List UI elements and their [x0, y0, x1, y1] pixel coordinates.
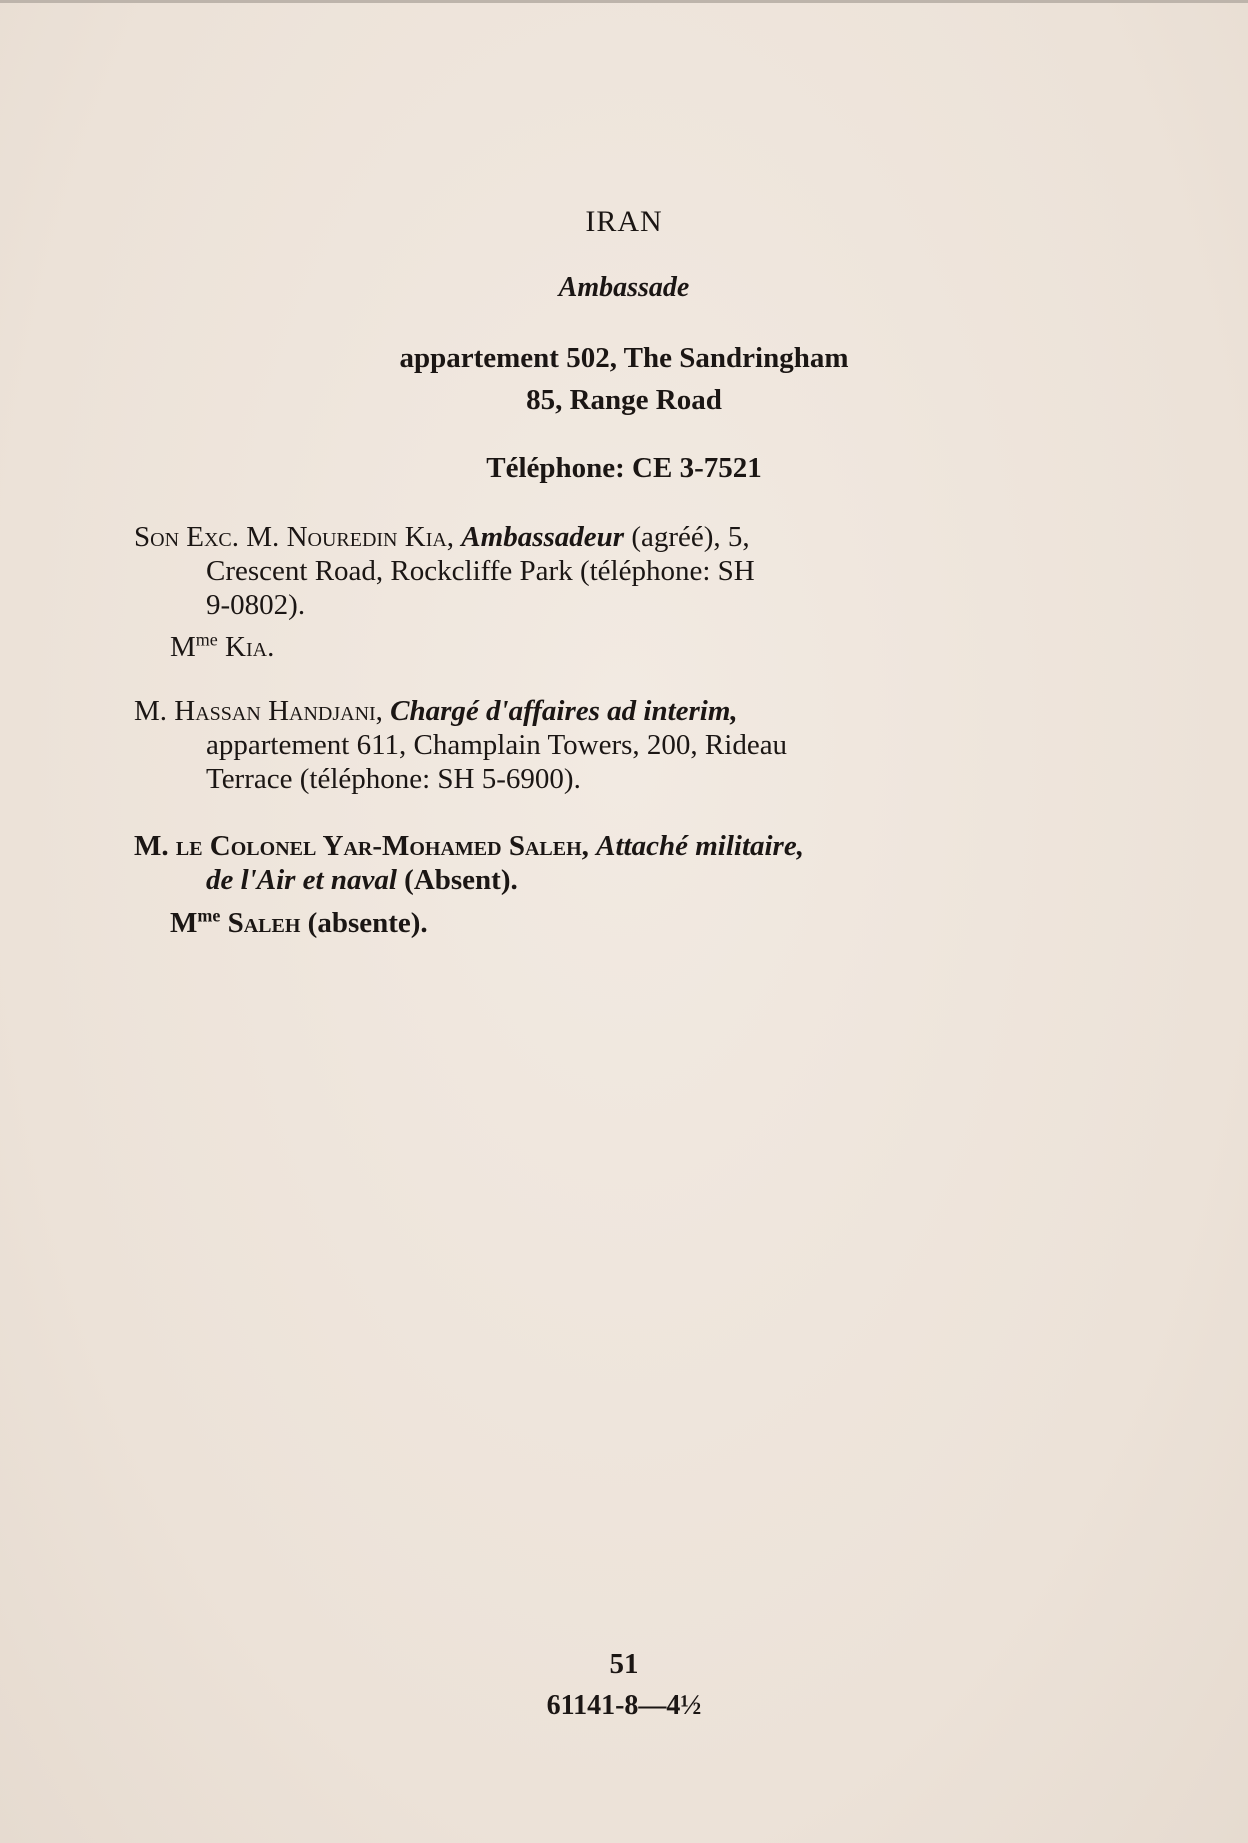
entry-line-2: appartement 611, Champlain Towers, 200, Rideau [206, 729, 788, 761]
telephone: Téléphone: CE 3-7521 [486, 452, 762, 484]
country-heading: IRAN [585, 205, 663, 238]
entry-title: Ambassadeur [461, 521, 625, 553]
spouse-name: Kia. [225, 631, 275, 663]
entry-ambassador [134, 520, 1048, 622]
entry-status: (Absent). [396, 864, 518, 896]
entry-line-3: 9-0802). [206, 589, 306, 621]
spouse-sup: me [197, 905, 221, 926]
entry-spouse-kia [170, 630, 1084, 664]
entry-title: Attaché militaire, [596, 830, 804, 862]
entry-title: Chargé d'affaires ad interim, [390, 695, 738, 727]
address-line-1: appartement 502, The Sandringham [399, 342, 849, 374]
entry-prefix: M. [134, 695, 168, 727]
spouse-sup: me [195, 629, 218, 650]
entry-spouse-saleh [170, 906, 1084, 940]
entry-name: le Colonel Yar-Mohamed Saleh, [175, 830, 589, 862]
entry-name: Nouredin Kia, [286, 521, 455, 553]
page-top-edge [0, 0, 1248, 3]
spouse-prefix: M [170, 631, 196, 663]
entry-line-2: Crescent Road, Rockcliffe Park (téléphone: SH [206, 555, 755, 587]
address-line-2: 85, Range Road [526, 384, 722, 416]
mission-type: Ambassade [558, 272, 690, 303]
entry-name: Hassan Handjani, [174, 695, 383, 727]
entry-military-attache [134, 829, 1048, 897]
print-reference: 61141-8—4½ [546, 1690, 702, 1721]
spouse-name: Saleh [227, 907, 301, 939]
spouse-prefix: M [170, 907, 198, 939]
entry-detail: (agréé), 5, [624, 521, 750, 553]
entry-prefix: Son Exc. M. [134, 521, 280, 553]
entry-line-3: Terrace (téléphone: SH 5-6900). [206, 763, 581, 795]
entry-charge-affaires [134, 694, 1048, 796]
entry-prefix: M. [134, 830, 169, 862]
page-number: 51 [609, 1648, 639, 1680]
spouse-status: (absente). [300, 907, 428, 939]
entry-title-cont: de l'Air et naval [206, 864, 397, 896]
